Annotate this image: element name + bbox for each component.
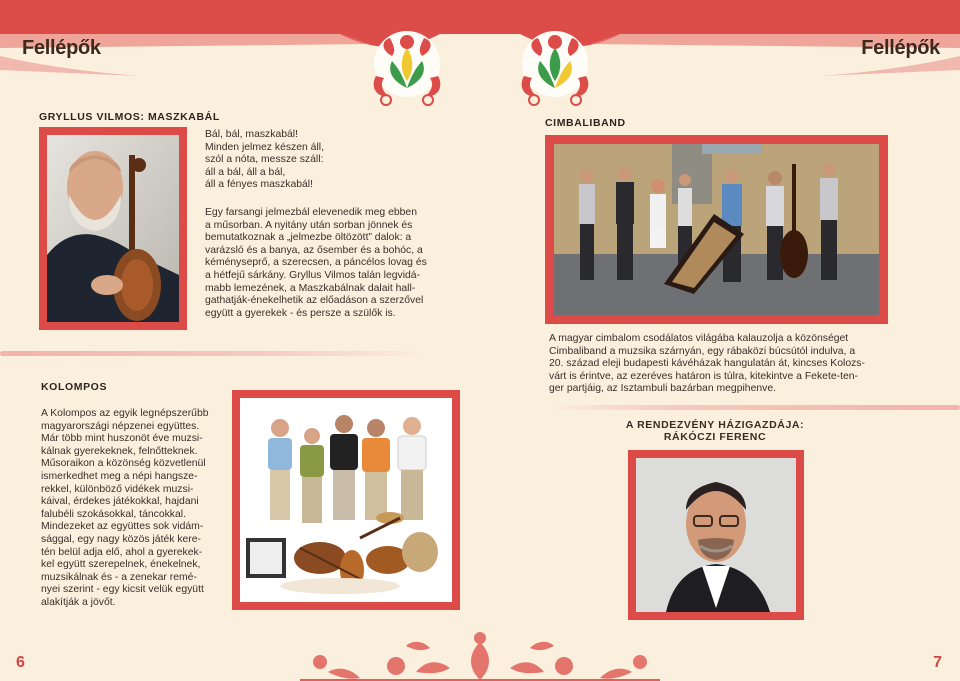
text-line: ismerkedhet meg a népi hangsze-	[41, 470, 198, 482]
text-line: varázsló és a banya, az ősember és a bohóc, a	[205, 244, 423, 256]
text-line: 20. század eleji budapesti kávéházak hangulatán át, kincses Kolozs-	[549, 358, 865, 370]
kolompos-photo-frame	[232, 390, 460, 610]
cimbaliband-heading: CIMBALIBAND	[545, 117, 626, 129]
page-number-right: 7	[933, 654, 942, 671]
cimbaliband-description	[549, 333, 889, 396]
section-divider-left	[0, 351, 430, 356]
section-divider-right	[548, 405, 960, 410]
text-line: együtt a gyerekek - és persze a szülők is.	[205, 307, 396, 319]
gryllus-heading: GRYLLUS VILMOS: MASZKABÁL	[39, 111, 220, 123]
cimbaliband-photo-frame	[545, 135, 888, 324]
gryllus-photo-frame	[39, 127, 187, 330]
page-title-right: Fellépők	[861, 37, 940, 59]
text-line: várt is érintve, az ezeréves határon is túlra, kitekintve a Fekete-ten-	[549, 370, 858, 382]
text-line: kálnak gyerekeknek, felnőtteknek.	[41, 445, 198, 457]
text-line: a hétfejű sárkány. Gryllus Vilmos talán legvidá-	[205, 269, 421, 281]
poem-line: Bál, bál, maszkabál!	[205, 129, 298, 140]
poem-line: áll a bál, áll a bál,	[205, 166, 286, 178]
text-line: Egy farsangi jelmezbál elevenedik meg ebben	[205, 207, 417, 218]
gryllus-photo	[47, 135, 179, 322]
kolompos-heading: KOLOMPOS	[41, 381, 108, 393]
text-line: muzsikálnak és - a zenekar remé-	[41, 571, 197, 583]
bottom-folk-ornament	[300, 628, 660, 681]
text-line: káival, érdekes játékokkal, hajdani	[41, 496, 199, 508]
cimbaliband-photo	[554, 144, 879, 315]
text-line: A magyar cimbalom csodálatos világába kalauzolja a közönséget	[549, 333, 849, 344]
kolompos-description	[41, 408, 221, 610]
text-line: A Kolompos az egyik legnépszerűbb	[41, 408, 209, 419]
text-line: mabb lemezének, a Maszkabálnak dalait hall-	[205, 282, 416, 294]
poem-line: szól a nóta, messze száll:	[205, 154, 324, 166]
poem-line: áll a fényes maszkabál!	[205, 179, 314, 191]
text-line: sággal, egy nagy közös játék kere-	[41, 533, 201, 545]
text-line: Műsoraikon a közönség közvetlenül	[41, 458, 206, 470]
page-number-left: 6	[16, 654, 25, 671]
host-heading	[620, 419, 810, 443]
top-banner-wave	[0, 30, 960, 80]
host-heading-line1: A RENDEZVÉNY HÁZIGAZDÁJA:	[625, 419, 805, 431]
text-line: kel együtt szerepelnek, énekelnek,	[41, 559, 201, 571]
kolompos-photo	[240, 398, 452, 602]
text-line: Cimbaliband a muzsika szárnyán, egy rábaközi búcsútól indulva, a	[549, 345, 856, 357]
folk-flower-ornament-left	[362, 26, 452, 110]
text-line: falubéli szokásokkal, táncokkal.	[41, 508, 186, 520]
text-line: a műsorban. A nyitány után sorban jönnek és	[205, 219, 413, 231]
text-line: tén belül adja elő, ahol a gyerekek-	[41, 546, 203, 558]
host-name: RÁKÓCZI FERENC	[663, 431, 767, 443]
gryllus-description	[205, 207, 463, 320]
text-line: Már több mint huszonöt éve muzsi-	[41, 433, 203, 445]
page-title-left: Fellépők	[22, 37, 101, 59]
host-photo-frame	[628, 450, 804, 620]
text-line: nyei szerint - egy kicsit velük együtt	[41, 584, 204, 596]
folk-flower-ornament-right	[510, 26, 600, 110]
text-line: alakítják a jövőt.	[41, 596, 116, 608]
text-line: rekkel, különböző vidékek muzsi-	[41, 483, 194, 495]
text-line: gathatják-énekelhetik az előadáson a szerzővel	[205, 295, 424, 307]
text-line: bemutatkoznak a „jelmezbe öltözött” dalok: a	[205, 232, 412, 244]
text-line: ger partjáig, az Isztambuli bazárban megpihenve.	[549, 383, 776, 395]
text-line: magyarországi népzenei együttes.	[41, 420, 200, 432]
gryllus-poem	[205, 129, 324, 192]
poem-line: Minden jelmez készen áll,	[205, 141, 324, 153]
host-photo	[636, 458, 796, 612]
text-line: kéményseprő, a szerecsen, a páncélos lovag és	[205, 257, 427, 269]
top-banner	[0, 0, 960, 34]
text-line: Mindezeket az együttes sok vidám-	[41, 521, 204, 533]
